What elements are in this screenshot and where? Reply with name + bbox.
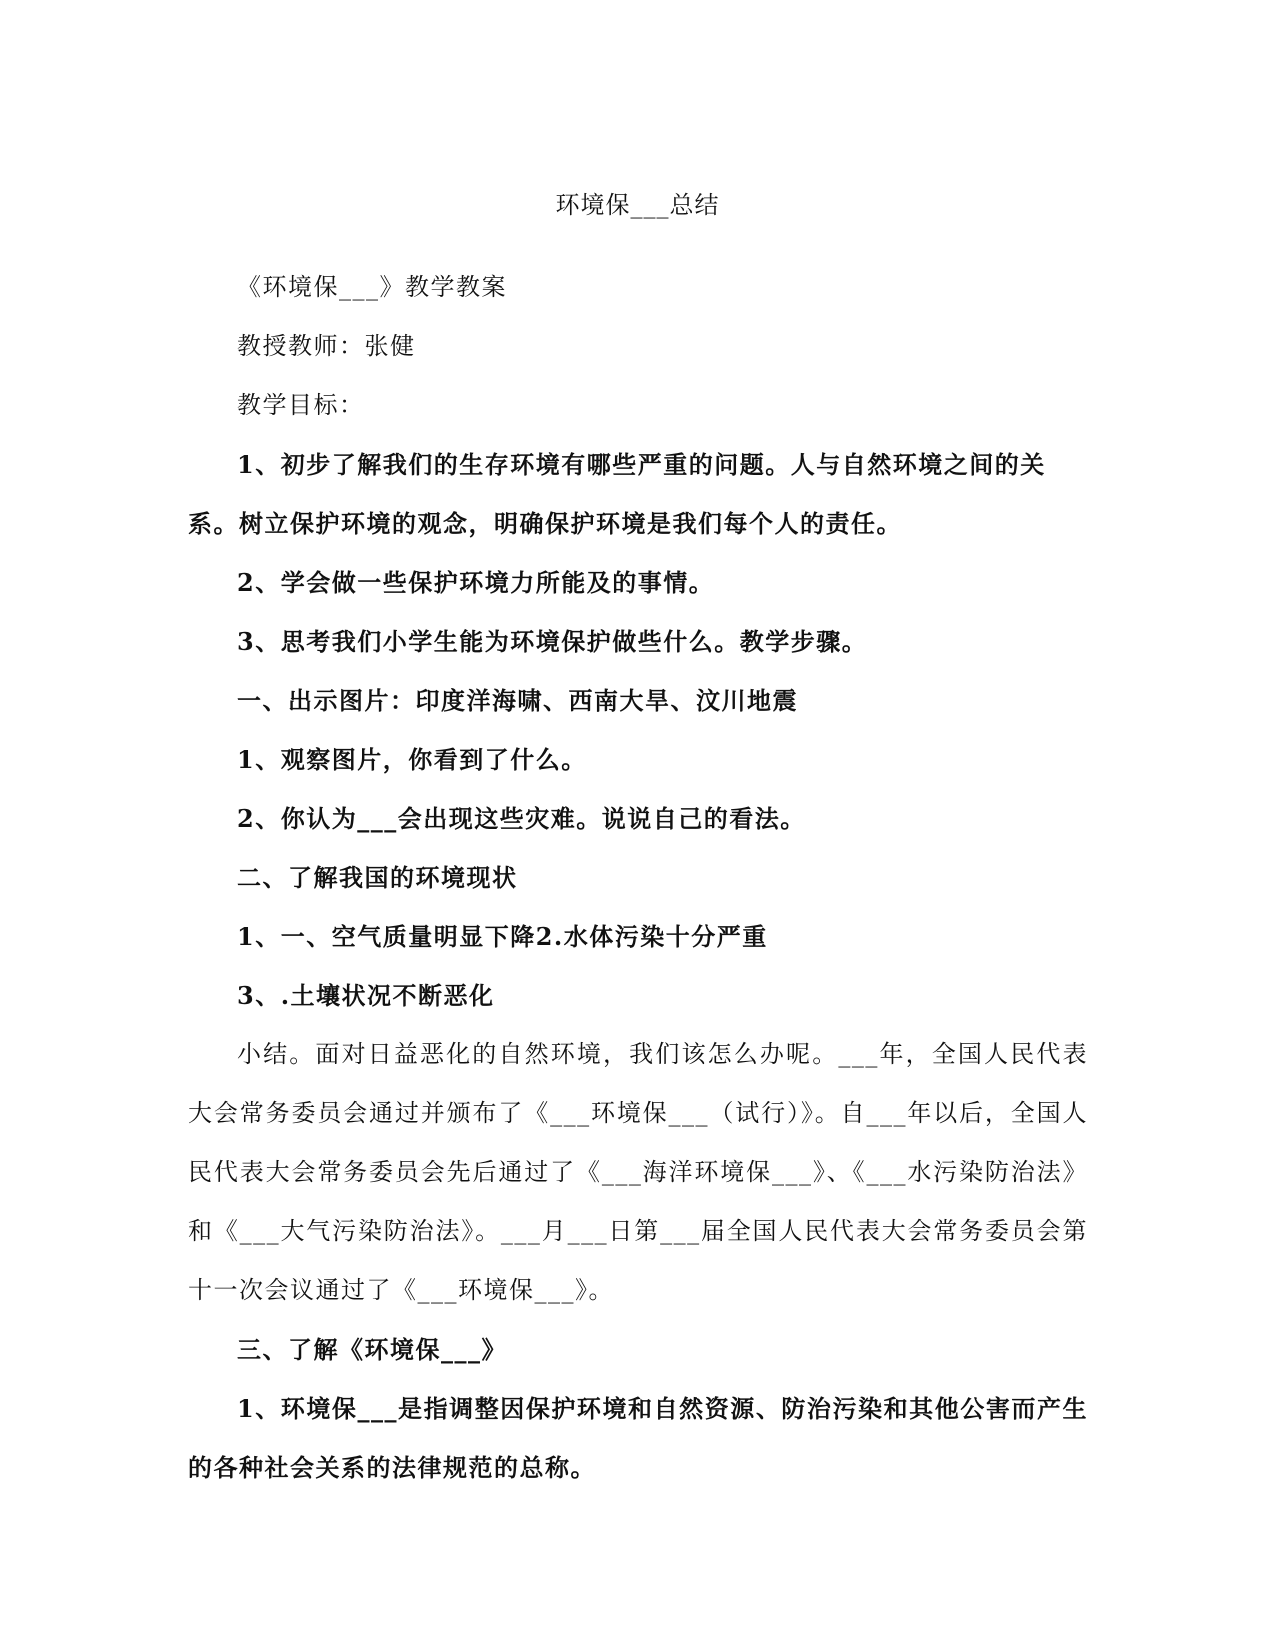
paragraph-lesson-plan-title: 《环境保___》教学教案 (237, 273, 507, 301)
document-title: 环境保___总结 (555, 191, 720, 219)
paragraph-objective-2: 2、学会做一些保护环境力所能及的事情。 (237, 568, 715, 597)
paragraph-objective-3: 3、思考我们小学生能为环境保护做些什么。教学步骤。 (237, 627, 868, 656)
paragraph-section-3: 三、了解《环境保___》 (237, 1335, 507, 1364)
paragraph-section-1-item-2: 2、你认为___会出现这些灾难。说说自己的看法。 (237, 804, 806, 833)
paragraph-summary: 小结。面对日益恶化的自然环境，我们该怎么办呢。___年，全国人民代表大会常务委员会通过并颁布了《___环境保___（试行）》。自___年以后，全国人民代表大会常务委员会先后通过了《___海洋环境保___》、《___水污染防治法》和《___大气污染防治法》。___月___日第___届全国人民代表大会常务委员会第十一次会议通过了《___环境保___》。 (188, 1040, 1088, 1304)
paragraph-objective-1: 1、初步了解我们的生存环境有哪些严重的问题。人与自然环境之间的关系。树立保护环境的观念，明确保护环境是我们每个人的责任。 (188, 450, 1046, 538)
paragraph-objectives-heading: 教学目标： (237, 391, 365, 419)
paragraph-section-2-item-3: 3、.土壤状况不断恶化 (237, 981, 495, 1010)
paragraph-section-3-item-1: 1、环境保___是指调整因保护环境和自然资源、防治污染和其他公害而产生的各种社会关系的法律规范的总称。 (188, 1394, 1088, 1482)
document-body (188, 258, 1088, 1497)
paragraph-section-1-item-1: 1、观察图片，你看到了什么。 (237, 745, 587, 774)
paragraph-section-2-item-1: 1、一、空气质量明显下降2.水体污染十分严重 (237, 922, 768, 951)
paragraph-section-1: 一、出示图片：印度洋海啸、西南大旱、汶川地震 (237, 686, 798, 715)
paragraph-section-2: 二、了解我国的环境现状 (237, 863, 518, 892)
paragraph-teacher: 教授教师：张健 (237, 332, 416, 360)
